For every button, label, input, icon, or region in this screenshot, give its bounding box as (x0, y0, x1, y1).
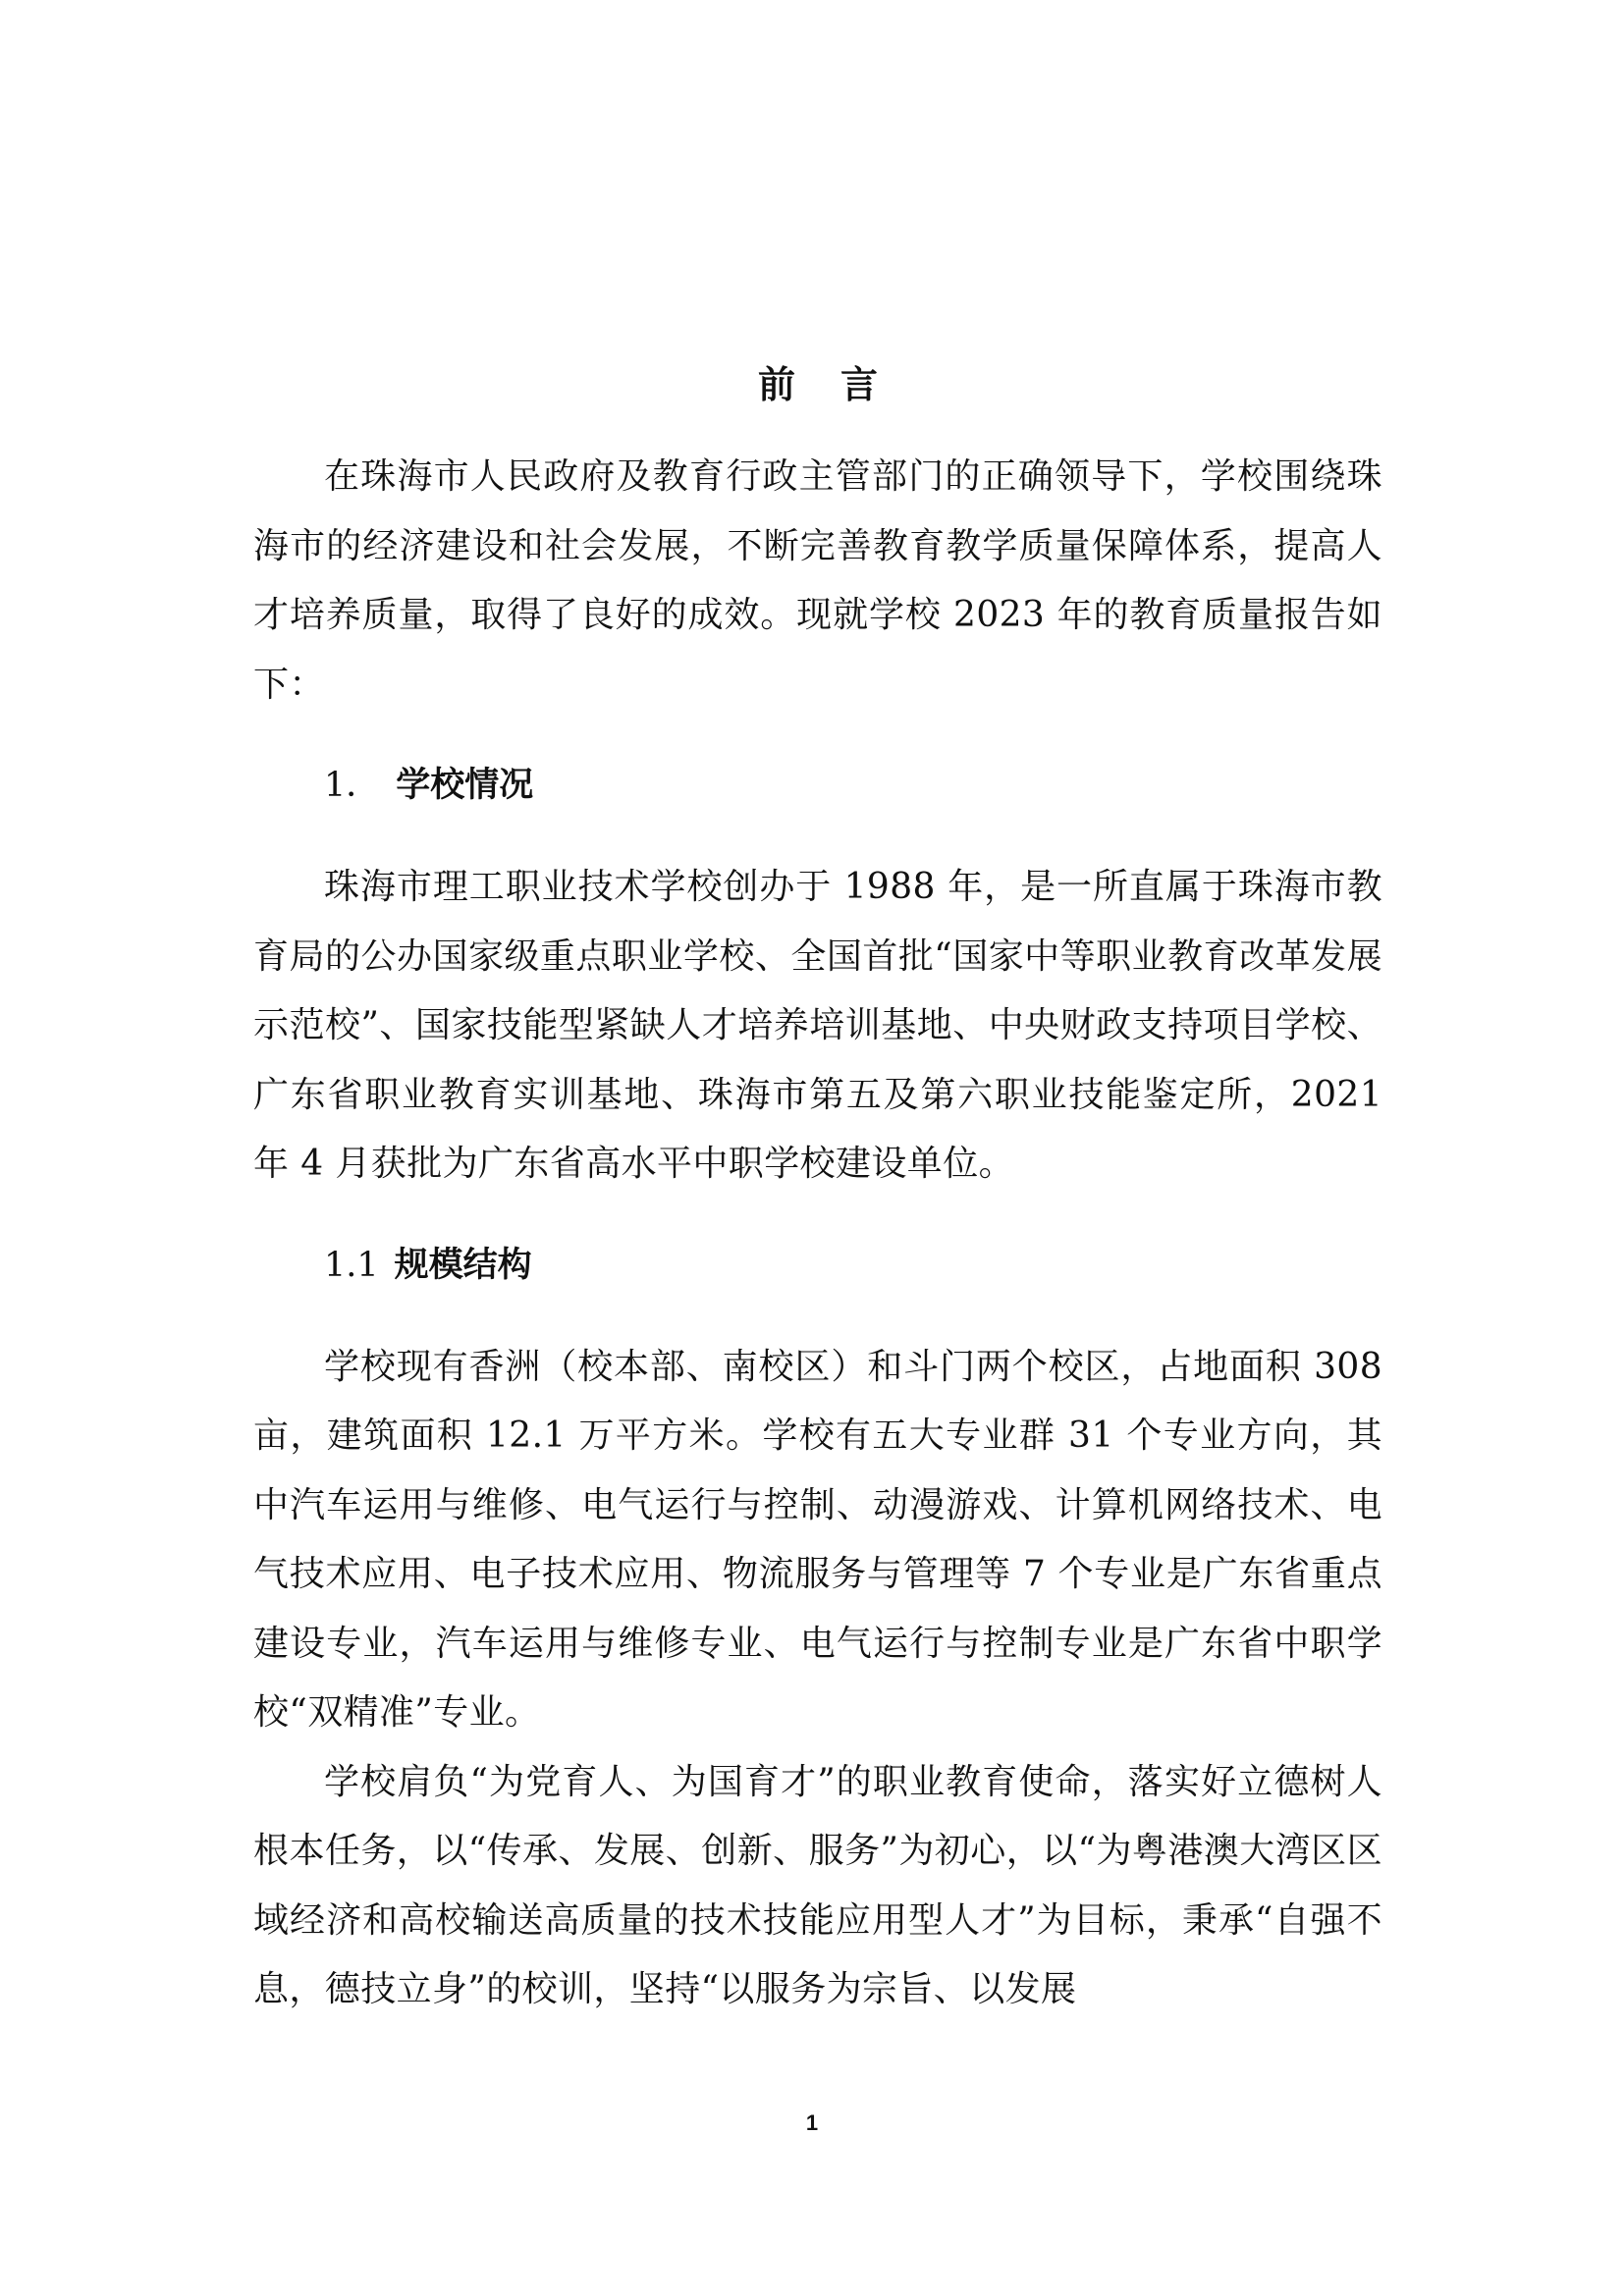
scale-structure-paragraph-2: 学校肩负“为党育人、为国育才”的职业教育使命，落实好立德树人根本任务，以“传承、发展、创新、服务”为初心，以“为粤港澳大湾区区域经济和高校输送高质量的技术技能应用型人才”为目标，秉承“自强不息，德技立身”的校训，坚持“以服务为宗旨、以发展 (253, 1761, 1382, 2009)
section-title: 学校情况 (396, 766, 534, 805)
section-number: 1． (324, 766, 381, 805)
section-heading-scale-structure (253, 1231, 1382, 1300)
school-overview-paragraph: 珠海市理工职业技术学校创办于 1988 年，是一所直属于珠海市教育局的公办国家级重点职业学校、全国首批“国家中等职业教育改革发展示范校”、国家技能型紧缺人才培养培训基地、中央财政支持项目学校、广东省职业教育实训基地、珠海市第五及第六职业技能鉴定所，2021 年 4 月获批为广东省高水平中职学校建设单位。 (253, 867, 1382, 1184)
subsection-title: 规模结构 (394, 1245, 532, 1285)
page-number: 1 (805, 2110, 819, 2135)
page-content (253, 348, 1382, 2025)
subsection-number: 1.1 (324, 1245, 379, 1285)
scale-structure-paragraph-1: 学校现有香洲（校本部、南校区）和斗门两个校区，占地面积 308 亩，建筑面积 12.1 万平方米。学校有五大专业群 31 个专业方向，其中汽车运用与维修、电气运行与控制、动漫游戏、计算机网络技术、电气技术应用、电子技术应用、物流服务与管理等 7 个专业是广东省重点建设专业，汽车运用与维修专业、电气运行与控制专业是广东省中职学校“双精准”专业。 (253, 1346, 1382, 1733)
intro-paragraph: 在珠海市人民政府及教育行政主管部门的正确领导下，学校围绕珠海市的经济建设和社会发展，不断完善教育教学质量保障体系，提高人才培养质量，取得了良好的成效。现就学校 2023 年的教育质量报告如下： (253, 456, 1382, 705)
section-heading-school-overview (253, 751, 1382, 820)
page-title: 前言 (757, 363, 923, 406)
